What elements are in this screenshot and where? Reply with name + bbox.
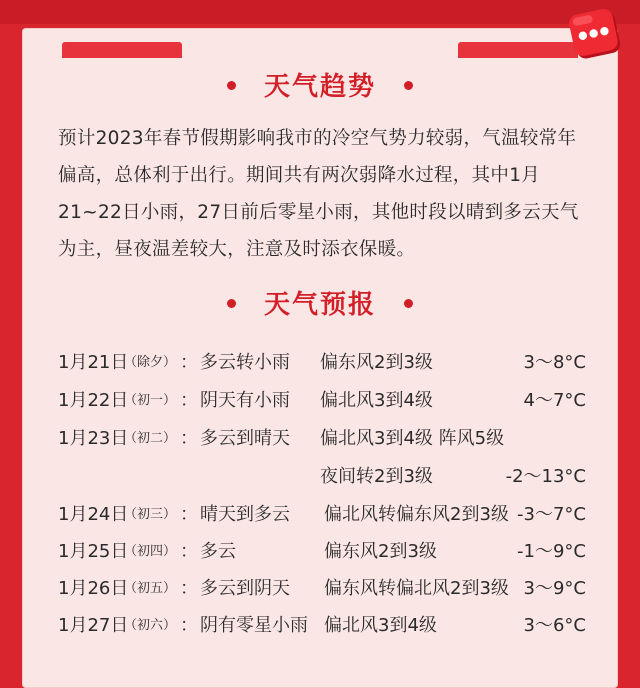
forecast-title: 天气预报 [263, 290, 376, 320]
panel-tab-left [62, 42, 182, 58]
forecast-date: 1月21日 [58, 352, 129, 373]
forecast-wind: 夜间转2到3级 [320, 466, 433, 487]
forecast-temp: -1～9°C [517, 541, 586, 562]
forecast-date: 1月24日 [58, 504, 129, 525]
forecast-day: （初三） [124, 507, 177, 522]
forecast-date: 1月26日 [58, 578, 129, 599]
forecast-day: （初五） [124, 581, 177, 596]
forecast-colon: ： [180, 615, 198, 636]
forecast-colon: ： [180, 578, 198, 599]
forecast-colon: ： [180, 390, 198, 411]
bullet-dot-left [227, 81, 236, 90]
forecast-row [58, 386, 618, 420]
forecast-weather: 晴天到多云 [200, 504, 290, 525]
forecast-wind: 偏东风转偏北风2到3级 [324, 578, 509, 599]
forecast-colon: ： [180, 428, 198, 449]
forecast-row [58, 348, 618, 382]
forecast-day: （初一） [124, 393, 177, 408]
forecast-weather: 阴有零星小雨 [200, 615, 308, 636]
forecast-date: 1月25日 [58, 541, 129, 562]
forecast-wind: 偏北风3到4级 [324, 615, 437, 636]
forecast-row [58, 611, 618, 645]
top-border [0, 0, 640, 24]
forecast-temp: 3～6°C [523, 615, 586, 636]
trend-title: 天气趋势 [263, 72, 376, 102]
forecast-colon: ： [180, 504, 198, 525]
trend-paragraph: 预计2023年春节假期影响我市的冷空气势力较弱，气温较常年偏高，总体利于出行。期间共有两次弱降水过程，其中1月21~22日小雨，27日前后零星小雨，其他时段以晴到多云天气为主，昼夜温差较大，注意及时添衣保暖。 [58, 128, 579, 260]
forecast-day: （初四） [124, 544, 177, 559]
forecast-temp: 3～8°C [523, 352, 586, 373]
forecast-date: 1月27日 [58, 615, 129, 636]
forecast-weather: 多云 [200, 541, 236, 562]
forecast-weather: 阴天有小雨 [200, 390, 290, 411]
forecast-date: 1月23日 [58, 428, 129, 449]
bullet-dot-right [404, 81, 413, 90]
forecast-date: 1月22日 [58, 390, 129, 411]
forecast-wind: 偏东风2到3级 [324, 541, 437, 562]
forecast-day: （初六） [124, 618, 177, 633]
forecast-heading [22, 284, 618, 321]
forecast-day: （初二） [124, 431, 177, 446]
forecast-weather: 多云转小雨 [200, 352, 290, 373]
trend-heading [22, 66, 618, 103]
forecast-row-continued [58, 462, 618, 496]
panel-tab-right [458, 42, 578, 58]
forecast-colon: ： [180, 541, 198, 562]
forecast-wind: 偏北风3到4级 阵风5级 [320, 428, 505, 449]
forecast-temp: -3～7°C [517, 504, 586, 525]
forecast-wind: 偏北风3到4级 [320, 390, 433, 411]
forecast-day: （除夕） [124, 355, 177, 370]
app-logo-icon [566, 4, 626, 66]
forecast-row [58, 574, 618, 608]
forecast-row [58, 500, 618, 534]
forecast-temp: 3～9°C [523, 578, 586, 599]
forecast-temp: 4～7°C [523, 390, 586, 411]
forecast-weather: 多云到晴天 [200, 428, 290, 449]
forecast-row [58, 537, 618, 571]
forecast-wind: 偏北风转偏东风2到3级 [324, 504, 509, 525]
forecast-weather: 多云到阴天 [200, 578, 290, 599]
forecast-row [58, 424, 618, 458]
bullet-dot-right [404, 299, 413, 308]
forecast-colon: ： [180, 352, 198, 373]
forecast-temp: -2～13°C [505, 466, 586, 487]
forecast-wind: 偏东风2到3级 [320, 352, 433, 373]
bullet-dot-left [227, 299, 236, 308]
